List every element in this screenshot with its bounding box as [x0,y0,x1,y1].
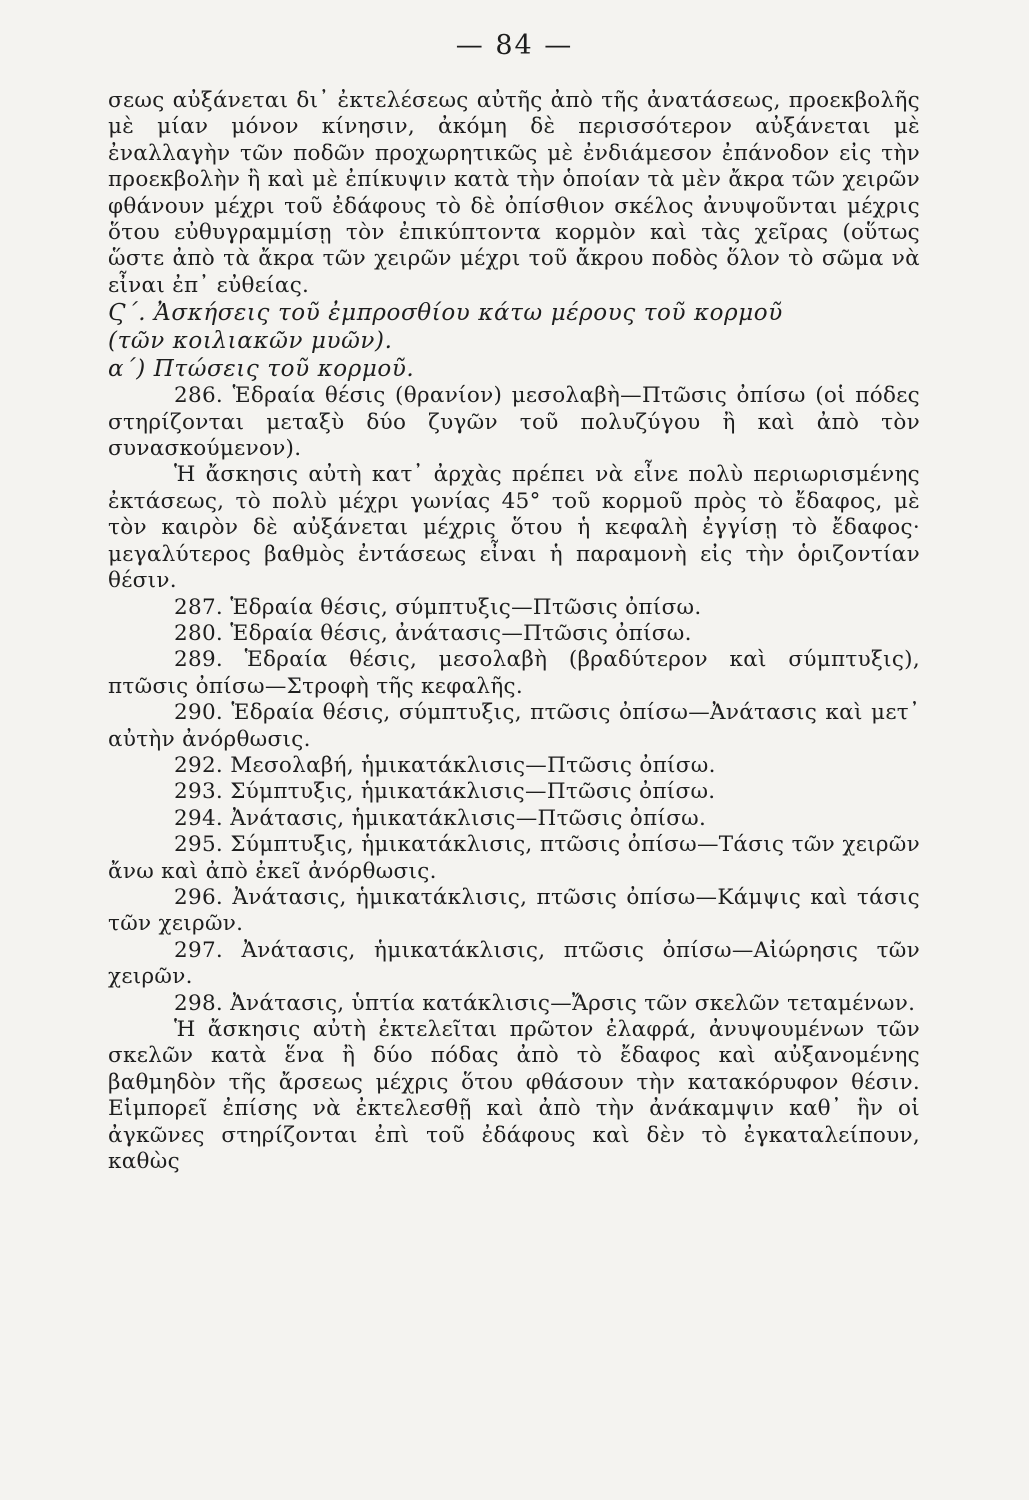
exercise-298-note: Ἡ ἄσκησις αὐτὴ ἐκτελεῖται πρῶτον ἐλαφρά, ἀνυψουμένων τῶν σκελῶν κατὰ ἕνα ἢ δύο πόδας ἀπὸ τὸ ἔδαφος καὶ αὐξανομένης βαθμηδὸν τῆς ἄρσεως μέχρις ὅτου φθάσουν τὴν κατακόρυφον θέσιν. Εἱμπορεῖ ἐπίσης νὰ ἐκτελεσθῇ καὶ ἀπὸ τὴν ἀνάκαμψιν καθ᾽ ἣν οἱ ἀγκῶνες στηρίζονται ἐπὶ τοῦ ἐδάφους καὶ δὲν τὸ ἐγκαταλείπουν, καθὼς [108,1017,920,1175]
exercise-290: 290. Ἑδραία θέσις, σύμπτυξις, πτῶσις ὀπίσω—Ἀνάτασις καὶ μετ᾽ αὐτὴν ἀνόρθωσις. [108,700,920,752]
exercise-297: 297. Ἀνάτασις, ἡμικατάκλισις, πτῶσις ὀπίσω—Αἰώρησις τῶν χειρῶν. [108,937,920,990]
exercise-286-note: Ἡ ἄσκησις αὐτὴ κατ᾽ ἀρχὰς πρέπει νὰ εἶνε πολὺ περιωρισμένης ἐκτάσεως, τὸ πολὺ μέχρι γωνίας 45° τοῦ κορμοῦ πρὸς τὸ ἔδαφος, μὲ τὸν καιρὸν δὲ αὐξάνεται μέχρις ὅτου ἡ κεφαλὴ ἐγγίσῃ τὸ ἔδαφος· μεγαλύτερος βαθμὸς ἐντάσεως εἶναι ἡ παραμονὴ εἰς τὴν ὁριζοντίαν θέσιν. [108,462,920,594]
section-heading: Ϛ΄. Ἀσκήσεις τοῦ ἐμπροσθίου κάτω μέρους τοῦ κορμοῦ [108,300,783,327]
exercise-298: 298. Ἀνάτασις, ὑπτία κατάκλισις—Ἄρσις τῶν σκελῶν τεταμένων. [174,990,916,1016]
page-number: — 84 — [455,30,574,61]
exercise-289: 289. Ἑδραία θέσις, μεσολαβὴ (βραδύτερον καὶ σύμπτυξις), πτῶσις ὀπίσω—Στροφὴ τῆς κεφαλῆς. [108,647,920,699]
exercise-286: 286. Ἑδραία θέσις (θρανίον) μεσολαβὴ—Πτῶσις ὀπίσω (οἱ πόδες στηρίζονται μεταξὺ δύο ζυγῶν τοῦ πολυζύγου ἢ καὶ ἀπὸ τὸν συνασκούμενον). [108,383,920,462]
exercise-293: 293. Σύμπτυξις, ἡμικατάκλισις—Πτῶσις ὀπίσω. [174,779,716,805]
exercise-287: 287. Ἑδραία θέσις, σύμπτυξις—Πτῶσις ὀπίσω. [174,594,702,620]
subsection-heading: α΄) Πτώσεις τοῦ κορμοῦ. [108,356,415,383]
section-heading-subtitle: (τῶν κοιλιακῶν μυῶν). [108,328,393,355]
page-body [108,88,920,1175]
exercise-295: 295. Σύμπτυξις, ἡμικατάκλισις, πτῶσις ὀπίσω—Τάσις τῶν χειρῶν ἄνω καὶ ἀπὸ ἐκεῖ ἀνόρθωσις. [108,832,920,884]
exercise-296: 296. Ἀνάτασις, ἡμικατάκλισις, πτῶσις ὀπίσω—Κάμψις καὶ τάσις τῶν χειρῶν. [108,884,920,937]
exercise-292: 292. Μεσολαβή, ἡμικατάκλισις—Πτῶσις ὀπίσω. [174,752,716,778]
exercise-294: 294. Ἀνάτασις, ἡμικατάκλισις—Πτῶσις ὀπίσω. [174,805,707,831]
exercise-280: 280. Ἑδραία θέσις, ἀνάτασις—Πτῶσις ὀπίσω. [174,620,692,646]
intro-paragraph: σεως αὐξάνεται δι᾽ ἐκτελέσεως αὐτῆς ἀπὸ τῆς ἀνατάσεως, προεκβολῆς μὲ μίαν μόνον κίνησιν, ἀκόμη δὲ περισσότερον αὐξάνεται μὲ ἐναλλαγὴν τῶν ποδῶν προχωρητικῶς μὲ ἐνδιάμεσον ἐπάνοδον εἰς τὴν προεκβολὴν ἢ καὶ μὲ ἐπίκυψιν κατὰ τὴν ὁποίαν τὰ μὲν ἄκρα τῶν χειρῶν φθάνουν μέχρι τοῦ ἐδάφους τὸ δὲ ὀπίσθιον σκέλος ἀνυψοῦνται μέχρις ὅτου εὐθυγραμμίσῃ τὸν ἐπικύπτοντα κορμὸν καὶ τὰς χεῖρας (οὕτως ὥστε ἀπὸ τὰ ἄκρα τῶν χειρῶν μέχρι τοῦ ἄκρου ποδὸς ὅλον τὸ σῶμα νὰ εἶναι ἐπ᾽ εὐθείας. [108,88,920,298]
